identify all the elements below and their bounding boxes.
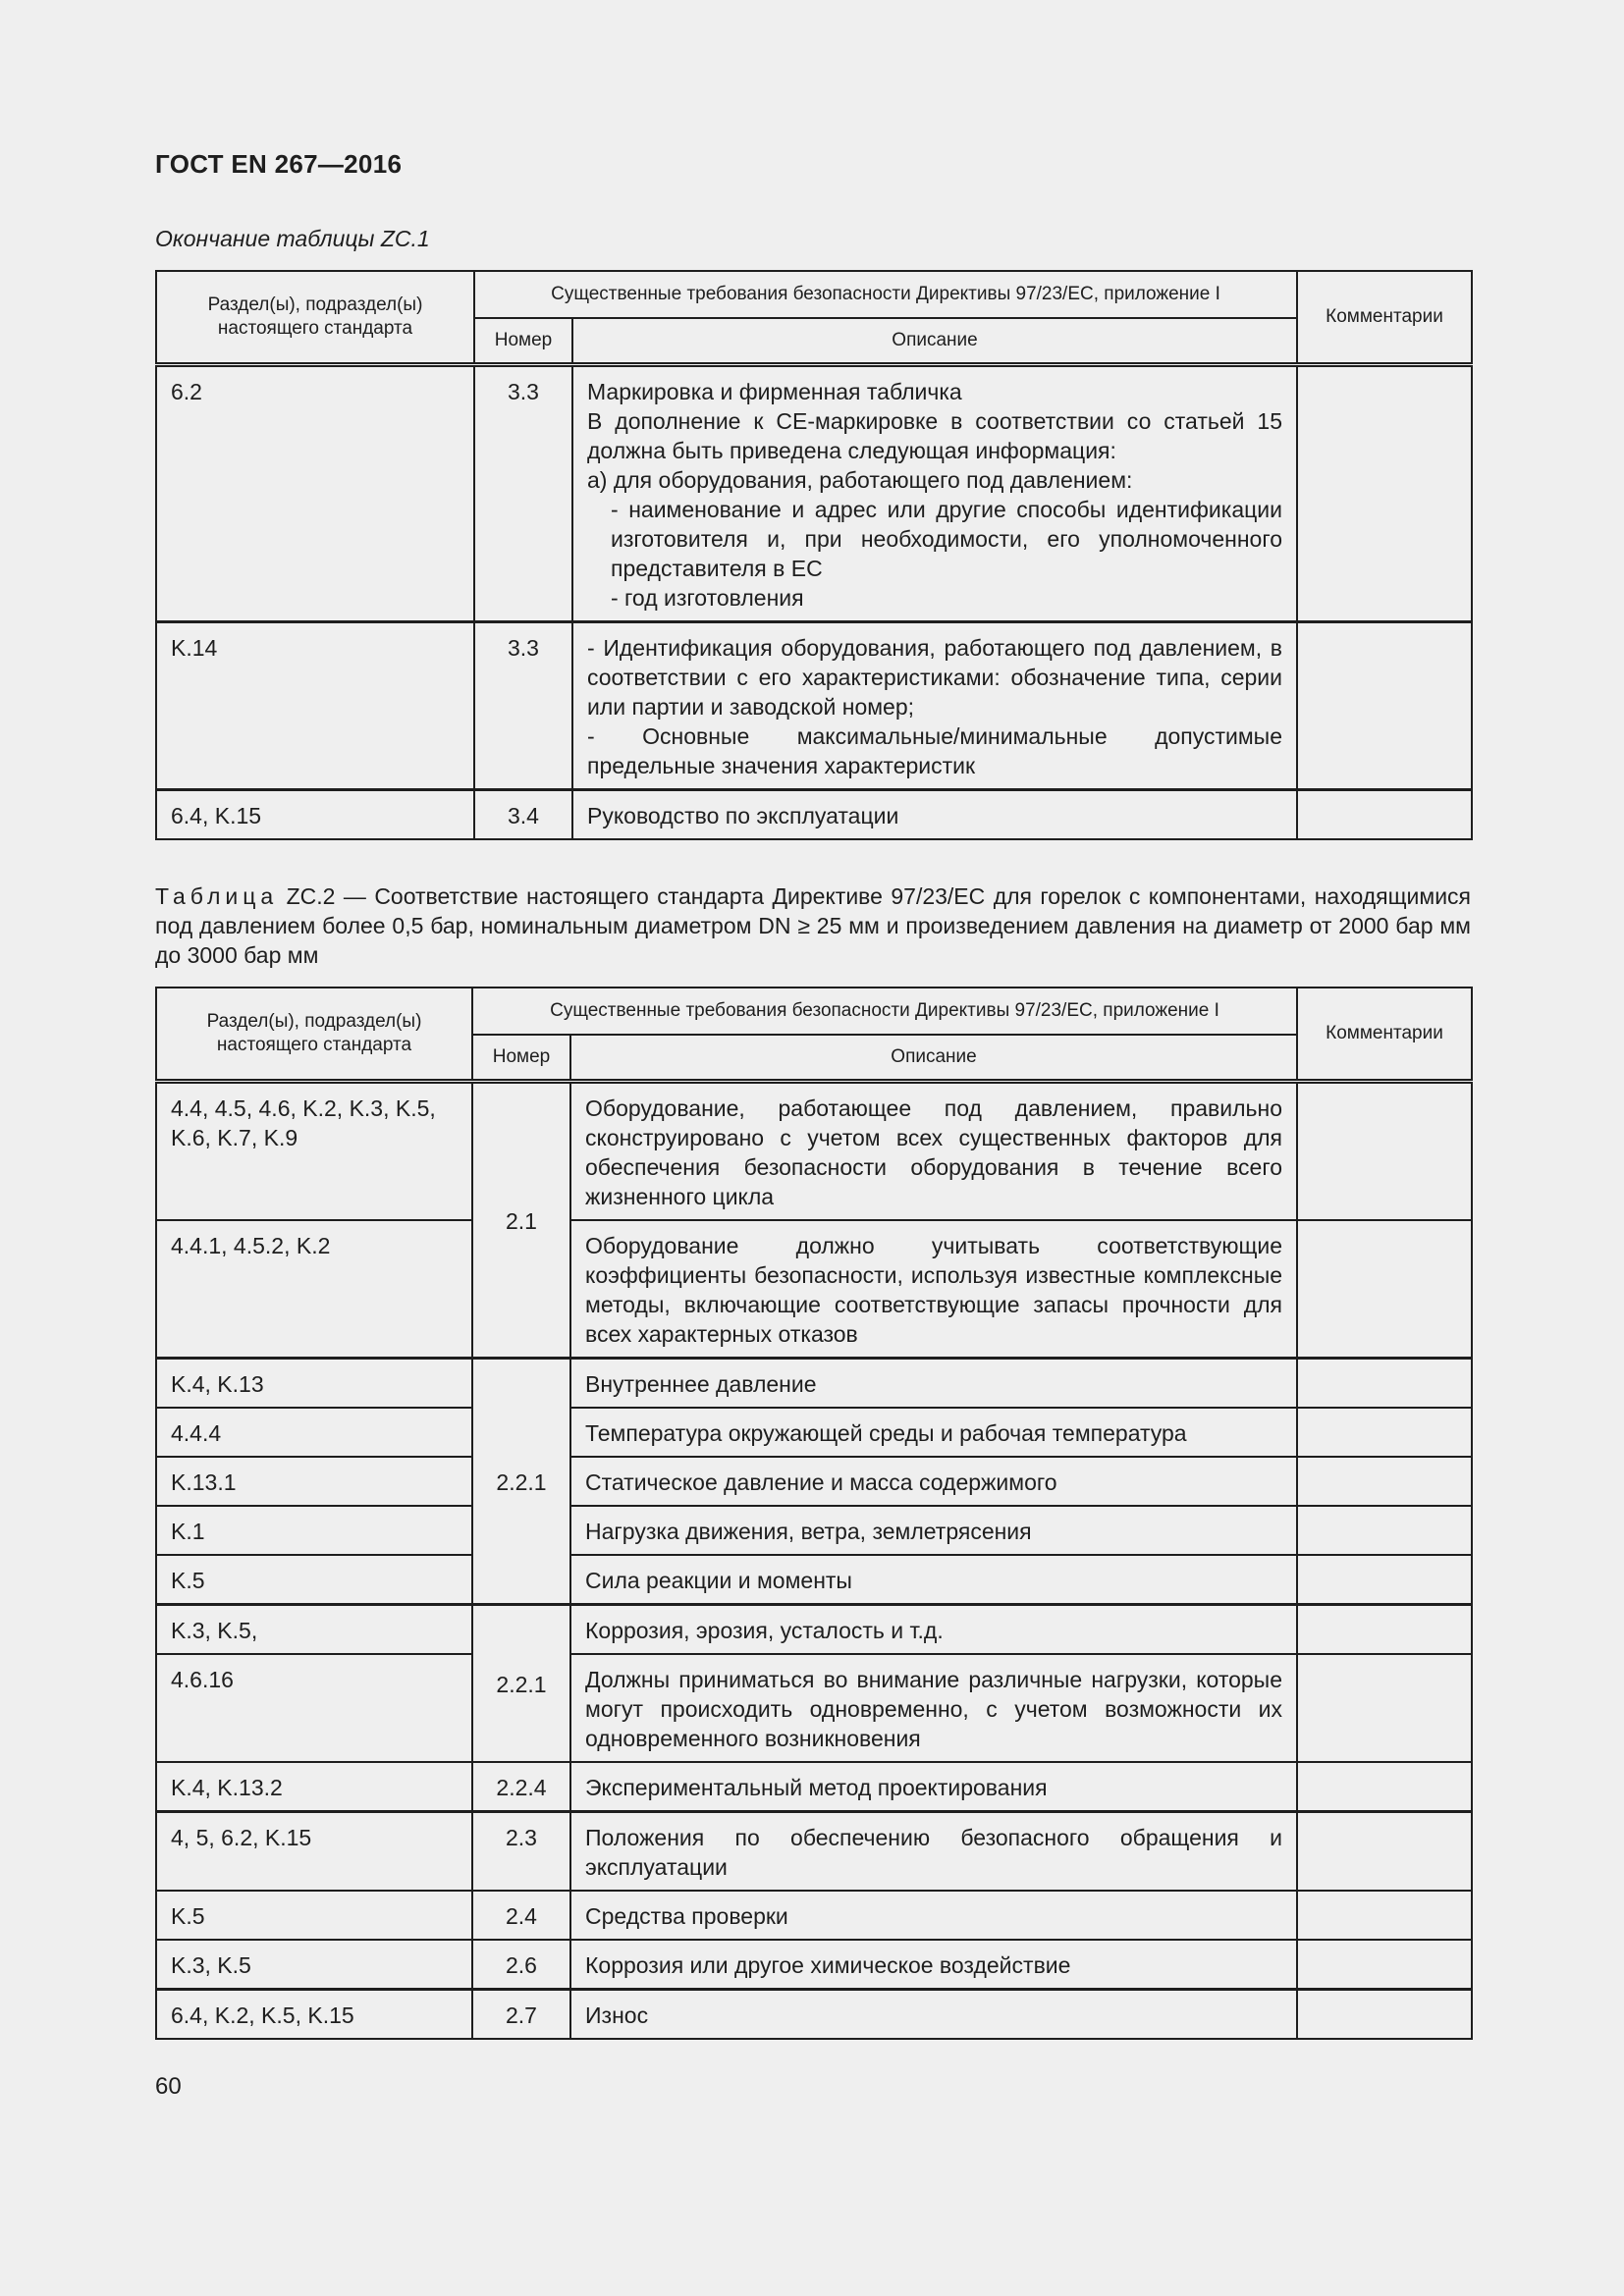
description-cell: Износ — [570, 1990, 1297, 2040]
number-cell: 3.4 — [474, 790, 572, 840]
table-row — [156, 1654, 1472, 1762]
number-cell: 2.1 — [472, 1082, 570, 1359]
number-cell: 3.3 — [474, 622, 572, 790]
comment-cell — [1297, 1220, 1472, 1359]
description-cell: Коррозия, эрозия, усталость и т.д. — [570, 1605, 1297, 1655]
table-row — [156, 1762, 1472, 1812]
caption-label: Таблица — [155, 883, 279, 909]
description-cell — [572, 622, 1297, 790]
table-row — [156, 1990, 1472, 2040]
number-cell: 2.6 — [472, 1940, 570, 1990]
page-number: 60 — [155, 2073, 182, 2100]
description-cell: Температура окружающей среды и рабочая температура — [570, 1408, 1297, 1457]
comment-cell — [1297, 1812, 1472, 1892]
column-header-comments: Комментарии — [1297, 988, 1472, 1082]
description-cell: Оборудование, работающее под давлением, правильно сконструировано с учетом всех существенных факторов для обеспечения безопасности оборудования в течение всего жизненного цикла — [570, 1082, 1297, 1221]
comment-cell — [1297, 1940, 1472, 1990]
column-header-section: Раздел(ы), подраздел(ы) настоящего стандарта — [156, 988, 472, 1082]
table-row — [156, 1891, 1472, 1940]
table-row — [156, 622, 1472, 790]
description-cell: Средства проверки — [570, 1891, 1297, 1940]
table-row — [156, 1506, 1472, 1555]
number-cell: 3.3 — [474, 365, 572, 622]
section-cell: K.5 — [156, 1555, 472, 1605]
table-row — [156, 790, 1472, 840]
column-header-section: Раздел(ы), подраздел(ы) настоящего стандарта — [156, 271, 474, 365]
description-cell: Экспериментальный метод проектирования — [570, 1762, 1297, 1812]
section-cell: K.14 — [156, 622, 474, 790]
table-row — [156, 1812, 1472, 1892]
description-cell: Сила реакции и моменты — [570, 1555, 1297, 1605]
section-cell: K.1 — [156, 1506, 472, 1555]
description-cell — [572, 365, 1297, 622]
description-line: а) для оборудования, работающего под давлением: — [587, 467, 1133, 493]
number-cell: 2.2.4 — [472, 1762, 570, 1812]
table-caption — [155, 881, 1471, 970]
section-cell: 6.2 — [156, 365, 474, 622]
caption-text: ZC.2 — Соответствие настоящего стандарта Директиве 97/23/ЕС для горелок с компонентами, находящимися под давлением более 0,5 бар, номинальным диаметром DN ≥ 25 мм и произведением давления на диаметр от 2000 бар мм до 3000 бар мм — [155, 883, 1471, 968]
comment-cell — [1297, 1506, 1472, 1555]
table-continuation-label: Окончание таблицы ZC.1 — [155, 226, 430, 251]
comment-cell — [1297, 1359, 1472, 1409]
comment-cell — [1297, 790, 1472, 840]
section-cell: K.3, K.5 — [156, 1940, 472, 1990]
column-header-number: Номер — [474, 318, 572, 365]
comment-cell — [1297, 1654, 1472, 1762]
comment-cell — [1297, 1990, 1472, 2040]
number-cell: 2.3 — [472, 1812, 570, 1892]
table-row — [156, 1555, 1472, 1605]
section-cell: K.13.1 — [156, 1457, 472, 1506]
comment-cell — [1297, 1408, 1472, 1457]
number-cell: 2.4 — [472, 1891, 570, 1940]
comment-cell — [1297, 365, 1472, 622]
document-title: ГОСТ EN 267—2016 — [155, 149, 403, 179]
description-line: Руководство по эксплуатации — [587, 803, 899, 828]
table-row — [156, 1082, 1472, 1221]
description-line: - Основные максимальные/минимальные допустимые предельные значения характеристик — [587, 723, 1283, 778]
column-header-comments: Комментарии — [1297, 271, 1472, 365]
comment-cell — [1297, 622, 1472, 790]
table-row — [156, 365, 1472, 622]
section-cell: K.5 — [156, 1891, 472, 1940]
table-row — [156, 1359, 1472, 1409]
description-cell: Коррозия или другое химическое воздействие — [570, 1940, 1297, 1990]
comment-cell — [1297, 1762, 1472, 1812]
description-line: - год изготовления — [611, 585, 804, 611]
column-header-description: Описание — [570, 1035, 1297, 1082]
description-cell: Внутреннее давление — [570, 1359, 1297, 1409]
section-cell: K.4, K.13 — [156, 1359, 472, 1409]
table-row — [156, 1605, 1472, 1655]
comment-cell — [1297, 1605, 1472, 1655]
description-cell: Положения по обеспечению безопасного обращения и эксплуатации — [570, 1812, 1297, 1892]
comment-cell — [1297, 1891, 1472, 1940]
comment-cell — [1297, 1082, 1472, 1221]
column-header-description: Описание — [572, 318, 1297, 365]
section-cell: 4.4.4 — [156, 1408, 472, 1457]
section-cell: 4.4, 4.5, 4.6, K.2, K.3, K.5, K.6, K.7, K.9 — [156, 1082, 472, 1221]
section-cell: K.3, K.5, — [156, 1605, 472, 1655]
column-header-requirements: Существенные требования безопасности Директивы 97/23/ЕС, приложение I — [474, 271, 1297, 318]
table-row — [156, 1457, 1472, 1506]
number-cell: 2.2.1 — [472, 1605, 570, 1763]
description-line: - наименование и адрес или другие способы идентификации изготовителя и, при необходимости, его уполномоченного представителя в ЕС — [611, 497, 1283, 581]
section-cell: K.4, K.13.2 — [156, 1762, 472, 1812]
section-cell: 4, 5, 6.2, K.15 — [156, 1812, 472, 1892]
section-cell: 6.4, K.2, K.5, K.15 — [156, 1990, 472, 2040]
description-cell — [572, 790, 1297, 840]
column-header-requirements: Существенные требования безопасности Директивы 97/23/ЕС, приложение I — [472, 988, 1297, 1035]
description-cell: Нагрузка движения, ветра, землетрясения — [570, 1506, 1297, 1555]
table-row — [156, 1408, 1472, 1457]
description-line: - Идентификация оборудования, работающего под давлением, в соответствии с его характеристиками: обозначение типа, серии или партии и заводской номер; — [587, 635, 1283, 720]
description-line: Маркировка и фирменная табличка — [587, 379, 962, 404]
description-line: В дополнение к СЕ-маркировке в соответствии со статьей 15 должна быть приведена следующая информация: — [587, 408, 1283, 463]
column-header-number: Номер — [472, 1035, 570, 1082]
table-row — [156, 1220, 1472, 1359]
description-cell: Должны приниматься во внимание различные нагрузки, которые могут происходить одновременно, с учетом возможности их одновременного возникновения — [570, 1654, 1297, 1762]
section-cell: 6.4, K.15 — [156, 790, 474, 840]
description-cell: Оборудование должно учитывать соответствующие коэффициенты безопасности, используя известные комплексные методы, включающие соответствующие запасы прочности для всех характерных отказов — [570, 1220, 1297, 1359]
comment-cell — [1297, 1555, 1472, 1605]
table-zc2 — [155, 987, 1473, 2040]
description-cell: Статическое давление и масса содержимого — [570, 1457, 1297, 1506]
table-row — [156, 1940, 1472, 1990]
section-cell: 4.6.16 — [156, 1654, 472, 1762]
table-zc1 — [155, 270, 1473, 840]
comment-cell — [1297, 1457, 1472, 1506]
section-cell: 4.4.1, 4.5.2, K.2 — [156, 1220, 472, 1359]
number-cell: 2.7 — [472, 1990, 570, 2040]
number-cell: 2.2.1 — [472, 1359, 570, 1605]
